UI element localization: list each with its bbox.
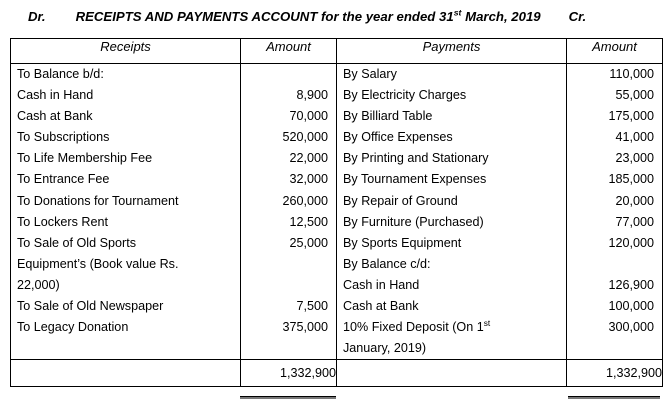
receipt-amount-item: 12,500 xyxy=(289,214,328,229)
payment-line-item: By Balance c/d: xyxy=(343,256,431,271)
payment-amount-item: 120,000 xyxy=(608,235,654,250)
payment-amount-item: 100,000 xyxy=(608,299,654,314)
receipt-line-item: Equipment’s (Book value Rs. xyxy=(17,256,179,271)
receipt-amount-item: 32,000 xyxy=(289,172,328,187)
payment-line-item: By Electricity Charges xyxy=(343,88,467,103)
receipt-amount-item: 375,000 xyxy=(282,320,328,335)
receipt-line-item: To Life Membership Fee xyxy=(17,151,153,166)
receipt-line-item: To Legacy Donation xyxy=(17,320,129,335)
receipts-amount-cell xyxy=(241,64,337,360)
receipt-amount-item xyxy=(241,254,336,275)
total-receipts-label-cell xyxy=(11,360,241,387)
table-body xyxy=(11,64,663,387)
receipt-amount-item: 8,900 xyxy=(296,88,328,103)
receipt-line-item: To Sale of Old Sports xyxy=(17,235,137,250)
column-header-amount-receipts: Amount xyxy=(241,39,337,64)
payment-line-item: By Printing and Stationary xyxy=(343,151,489,166)
receipt-line-item: To Subscriptions xyxy=(17,130,110,145)
payment-amount-item: 110,000 xyxy=(609,67,654,81)
receipt-amount-item xyxy=(241,64,336,85)
payment-line-item: By Tournament Expenses xyxy=(343,172,487,187)
receipt-line-item: To Balance b/d: xyxy=(17,67,104,81)
page-title xyxy=(76,9,541,24)
table-header xyxy=(11,39,663,64)
receipts-total-double-rule xyxy=(240,396,336,399)
receipt-line-item: To Lockers Rent xyxy=(17,214,108,229)
receipt-line-item: Cash in Hand xyxy=(17,88,94,103)
total-receipts-amount: 1,332,900 xyxy=(241,360,337,387)
payment-amount-item xyxy=(567,338,662,359)
payment-line-item: By Repair of Ground xyxy=(343,193,458,208)
payment-line-item: By Billiard Table xyxy=(343,109,433,124)
receipt-line-item: To Sale of Old Newspaper xyxy=(17,299,164,314)
payment-line-item: Cash at Bank xyxy=(343,299,419,314)
total-payments-label-cell xyxy=(337,360,567,387)
receipt-amount-item: 25,000 xyxy=(289,235,328,250)
receipt-amount-item xyxy=(241,275,336,296)
payment-amount-item: 20,000 xyxy=(615,193,654,208)
payment-amount-item: 185,000 xyxy=(608,172,654,187)
column-header-amount-payments: Amount xyxy=(567,39,663,64)
receipts-description-cell xyxy=(11,64,241,360)
payment-line-item: By Furniture (Purchased) xyxy=(343,214,484,229)
table-total-row xyxy=(11,360,663,387)
receipt-amount-item: 260,000 xyxy=(282,193,328,208)
debit-side-label: Dr. xyxy=(28,8,46,24)
payments-description-cell xyxy=(337,64,567,360)
payment-amount-item: 300,000 xyxy=(608,320,654,335)
receipts-amount-list xyxy=(241,64,336,338)
payment-line-item: By Office Expenses xyxy=(343,130,453,145)
table-entries-row xyxy=(11,64,663,360)
total-payments-amount: 1,332,900 xyxy=(567,360,663,387)
receipt-amount-item: 520,000 xyxy=(282,130,328,145)
payment-line-item: 10% Fixed Deposit (On 1st xyxy=(343,317,491,335)
receipt-amount-item: 22,000 xyxy=(289,151,328,166)
payments-amount-cell xyxy=(567,64,663,360)
receipt-amount-item: 7,500 xyxy=(296,299,328,314)
page-title-suffix: March, 2019 xyxy=(461,8,541,24)
payment-amount-item: 175,000 xyxy=(608,109,654,124)
payments-amount-list xyxy=(567,64,662,359)
credit-side-label: Cr. xyxy=(568,8,587,24)
payments-total-double-rule xyxy=(568,396,660,399)
payment-amount-item: 23,000 xyxy=(615,151,654,166)
receipt-amount-item: 70,000 xyxy=(289,109,328,124)
receipts-payments-table xyxy=(10,38,663,387)
payment-line-item: By Sports Equipment xyxy=(343,235,462,250)
page-title-prefix: RECEIPTS AND PAYMENTS ACCOUNT for the year ended 31 xyxy=(75,8,454,24)
payment-line-item: By Salary xyxy=(343,67,397,81)
payment-amount-item xyxy=(567,254,662,275)
page-title-ordinal-suffix: st xyxy=(453,7,462,18)
receipt-line-item: 22,000) xyxy=(17,277,60,292)
receipt-line-item: To Entrance Fee xyxy=(17,172,110,187)
payment-line-item: Cash in Hand xyxy=(343,277,420,292)
column-header-payments: Payments xyxy=(337,39,567,64)
receipt-line-item: Cash at Bank xyxy=(17,109,93,124)
document-title-row xyxy=(0,4,670,28)
payments-line-list xyxy=(337,64,566,359)
column-header-receipts: Receipts xyxy=(11,39,241,64)
payment-amount-item: 126,900 xyxy=(608,277,654,292)
payment-amount-item: 77,000 xyxy=(615,214,654,229)
payment-amount-item: 41,000 xyxy=(615,130,654,145)
receipts-line-list xyxy=(11,64,240,338)
receipt-line-item: To Donations for Tournament xyxy=(17,193,179,208)
payment-amount-item: 55,000 xyxy=(615,88,654,103)
payment-line-item: January, 2019) xyxy=(343,341,427,356)
table-header-row xyxy=(11,39,663,64)
